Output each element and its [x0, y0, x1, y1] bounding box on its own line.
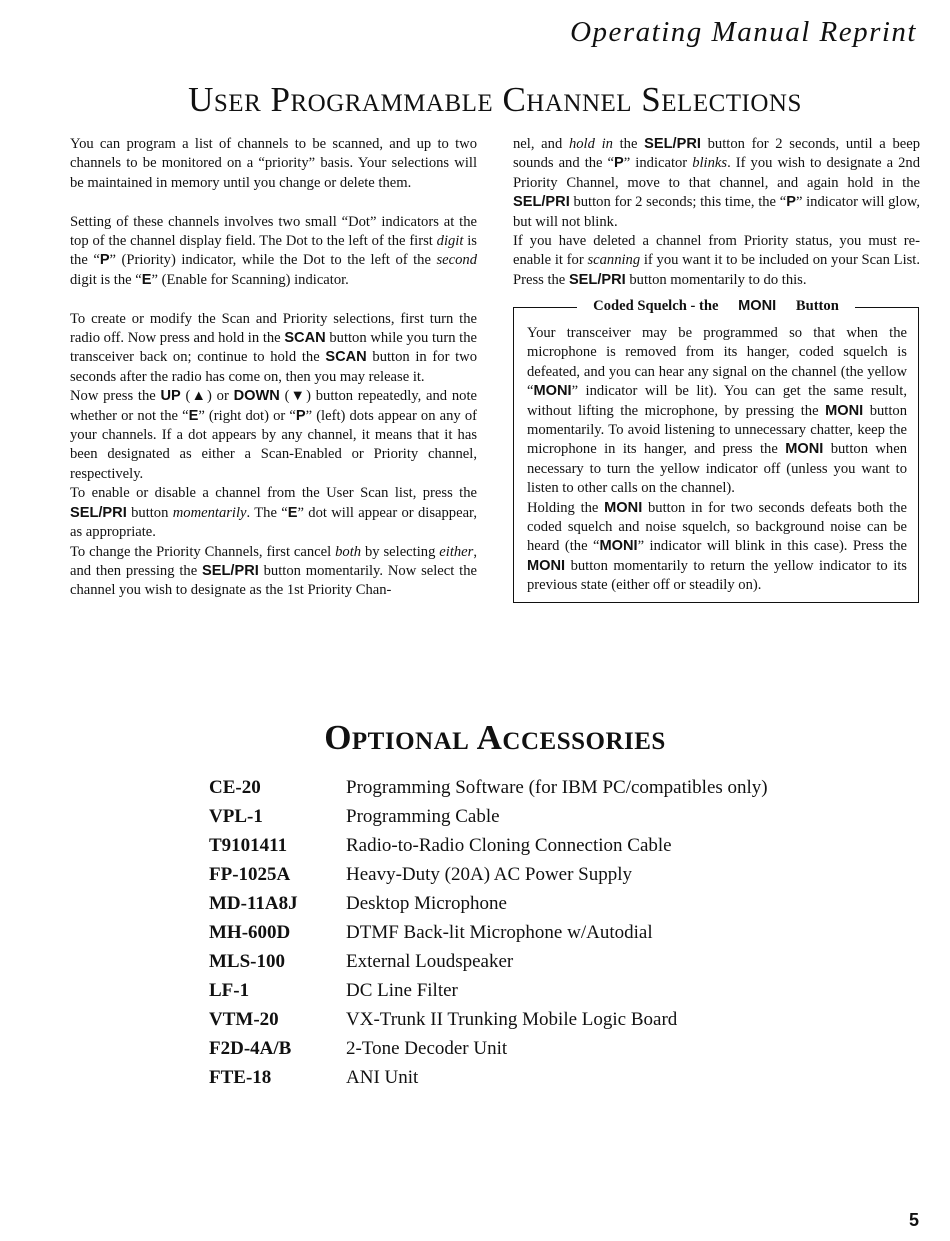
page-number: 5: [908, 1210, 919, 1230]
accessory-description: ANI Unit: [346, 1066, 419, 1088]
accessory-code: FTE-18: [209, 1066, 272, 1088]
paragraph: To change the Priority Channels, first cancel both by selecting either, and then pressing the SEL/PRI button momentarily. Now select the channel you wish to designate as the 1st Priority Chan-: [70, 543, 477, 599]
list-item: [209, 889, 768, 918]
accessory-code: LF-1: [209, 979, 250, 1001]
accessory-description: 2-Tone Decoder Unit: [346, 1037, 508, 1059]
accessory-code: F2D-4A/B: [209, 1037, 292, 1059]
paragraph: If you have deleted a channel from Priority status, you must re-enable it for scanning if you want it to be included on your Scan List. Press the SEL/PRI button momentarily to do this.: [513, 233, 921, 288]
accessory-description: External Loudspeaker: [346, 950, 514, 972]
paragraph: nel, and hold in the SEL/PRI button for 2 seconds, until a beep sounds and the “P” indicator blinks. If you wish to designate a 2nd Priority Channel, move to that channel, and again hold in the SEL/PRI button for 2 seconds; this time, the “P” indicator will glow, but will not blink.: [513, 136, 920, 230]
accessory-description: Heavy-Duty (20A) AC Power Supply: [346, 863, 633, 885]
list-item: [209, 802, 768, 831]
accessory-description: DC Line Filter: [346, 979, 458, 1001]
accessory-code: FP-1025A: [209, 863, 291, 885]
list-item: [209, 918, 768, 947]
accessory-code: T9101411: [209, 834, 288, 856]
coded-squelch-box: [513, 298, 919, 603]
accessory-code: MD-11A8J: [209, 892, 298, 914]
right-column: [513, 135, 920, 290]
accessory-description: VX-Trunk II Trunking Mobile Logic Board: [346, 1008, 678, 1030]
accessory-code: CE-20: [209, 776, 261, 798]
list-item: [209, 1063, 768, 1092]
paragraph: Your transceiver may be programmed so that when the microphone is removed from its hanger, coded squelch is defeated, and you can hear any signal on the channel (the yellow “MONI” indicator will be lit). You can get the same result, without lifting the microphone, by pressing the MONI button momentarily. To avoid listening to unnecessary chatter, keep the microphone in its hanger, and press the MONI button when necessary to turn the yellow indicator off (unless you want to listen to other calls on the channel).: [527, 325, 907, 497]
list-item: [209, 860, 768, 889]
paragraph: Holding the MONI button in for two seconds defeats both the coded squelch and noise squelch, so background noise can be heard (the “MONI” indicator will blink in this case). Press the MONI button momentarily to return the yellow indicator to its previous state (either off or steadily on).: [527, 499, 908, 594]
paragraph: To enable or disable a channel from the User Scan list, press the SEL/PRI button momentarily. The “E” dot will appear or disappear, as appropriate.: [70, 485, 477, 541]
section-title-optional-accessories: Optional Accessories: [324, 718, 666, 757]
accessory-code: VPL-1: [209, 805, 263, 827]
coded-squelch-body: [527, 324, 907, 596]
section-title-channel-selections: User Programmable Channel Selections: [188, 80, 802, 119]
accessories-list: [209, 773, 768, 1092]
coded-squelch-title: Coded Squelch - the MONI Button: [514, 297, 918, 315]
paragraph: To create or modify the Scan and Priority selections, first turn the radio off. Now press and hold in the SCAN button while you turn the transceiver back on; continue to hold the SCAN button in for two seconds after the radio has come on, then you may release it.: [70, 310, 477, 385]
paragraph: You can program a list of channels to be scanned, and up to two channels to be monitored on a “priority” basis. Your selections will be maintained in memory until you change or delete them.: [70, 136, 477, 191]
paragraph: Setting of these channels involves two small “Dot” indicators at the top of the channel display field. The Dot to the left of the first digit is the “P” (Priority) indicator, while the Dot to the left of the second digit is the “E” (Enable for Scanning) indicator.: [70, 213, 477, 288]
list-item: [209, 976, 768, 1005]
accessory-code: MH-600D: [209, 921, 291, 943]
accessory-code: MLS-100: [209, 950, 285, 972]
accessory-description: Programming Software (for IBM PC/compatibles only): [346, 776, 768, 798]
accessory-code: VTM-20: [209, 1008, 279, 1030]
list-item: [209, 831, 768, 860]
accessory-description: DTMF Back-lit Microphone w/Autodial: [346, 921, 653, 943]
list-item: [209, 773, 768, 802]
list-item: [209, 1005, 768, 1034]
list-item: [209, 1034, 768, 1063]
running-header: Operating Manual Reprint: [570, 16, 917, 48]
left-column: [70, 135, 477, 601]
accessory-description: Desktop Microphone: [346, 892, 507, 914]
accessory-description: Radio-to-Radio Cloning Connection Cable: [346, 834, 672, 856]
accessory-description: Programming Cable: [346, 805, 500, 827]
paragraph: Now press the UP (▲) or DOWN (▼) button repeatedly, and note whether or not the “E” (right dot) or “P” (left) dots appear on any of your channels. If a dot appears by any channel, it means that it has been designated as either a Scan-Enabled or Priority channel, respectively.: [70, 388, 477, 482]
list-item: [209, 947, 768, 976]
